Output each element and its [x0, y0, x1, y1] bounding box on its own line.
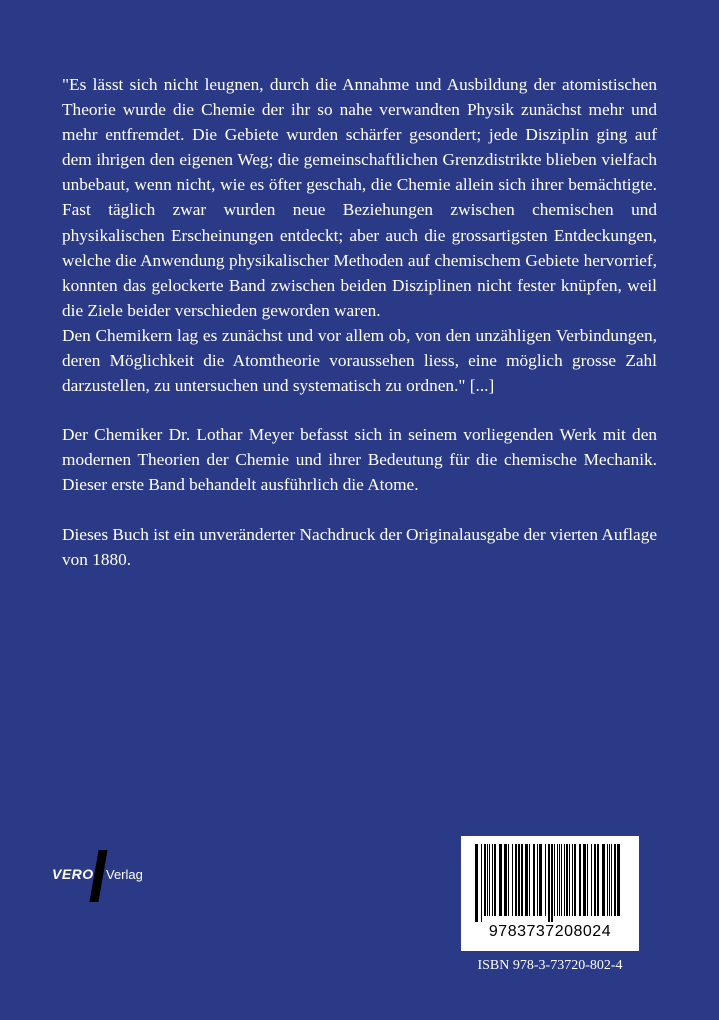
publisher-logo: [46, 846, 146, 904]
barcode-panel: [461, 836, 639, 951]
blurb-quote-paragraph-2: Den Chemikern lag es zunächst und vor allem ob, von den unzähligen Verbindungen, deren Möglichkeit die Atomtheorie voraussehen liess, eine möglich grosse Zahl darzustellen, zu untersuchen und systematisch zu ordnen." [...]: [62, 325, 657, 396]
blurb-description-paragraph: Der Chemiker Dr. Lothar Meyer befasst sich in seinem vorliegenden Werk mit den modernen Theorien der Chemie und ihrer Bedeutung für die chemische Mechanik. Dieser erste Band behandelt ausführlich die Atome.: [62, 425, 657, 495]
logo-vero-text: VERO: [52, 866, 94, 882]
blurb-edition-note: Dieses Buch ist ein unveränderter Nachdruck der Originalausgabe der vierten Auflage von 1880.: [62, 524, 658, 569]
barcode-icon: [473, 844, 627, 922]
blurb-quote-paragraph-1: "Es lässt sich nicht leugnen, durch die Annahme und Ausbildung der atomistischen Theorie wurde die Chemie der ihr so nahe verwandten Physik zunächst mehr und mehr entfremdet. Die Gebiete wurden schärfer gesondert; jede Disziplin ging auf dem ihrigen den eigenen Weg; die gemeinschaftlichen Grenzdistrikte blieben vielfach unbebaut, wenn nicht, wie es öfter geschah, die Chemie allein sich ihrer bemächtigte. Fast täglich zwar wurden neue Beziehungen zwischen chemischen und physikalischen Erscheinungen entdeckt; aber auch die grossartigsten Entdeckungen, welche die Anwendung physikalischer Methoden auf chemischem Gebiete hervorrief, konnten das gelockerte Band zwischen beiden Disziplinen nicht fester knüpfen, weil die Ziele beider verschieden geworden waren.: [62, 75, 657, 320]
barcode-number: 9783737208024: [488, 923, 612, 940]
logo-verlag-text: Verlag: [106, 867, 143, 882]
isbn-label: ISBN 978-3-73720-802-4: [477, 958, 623, 973]
back-cover-blurb: [62, 72, 657, 572]
